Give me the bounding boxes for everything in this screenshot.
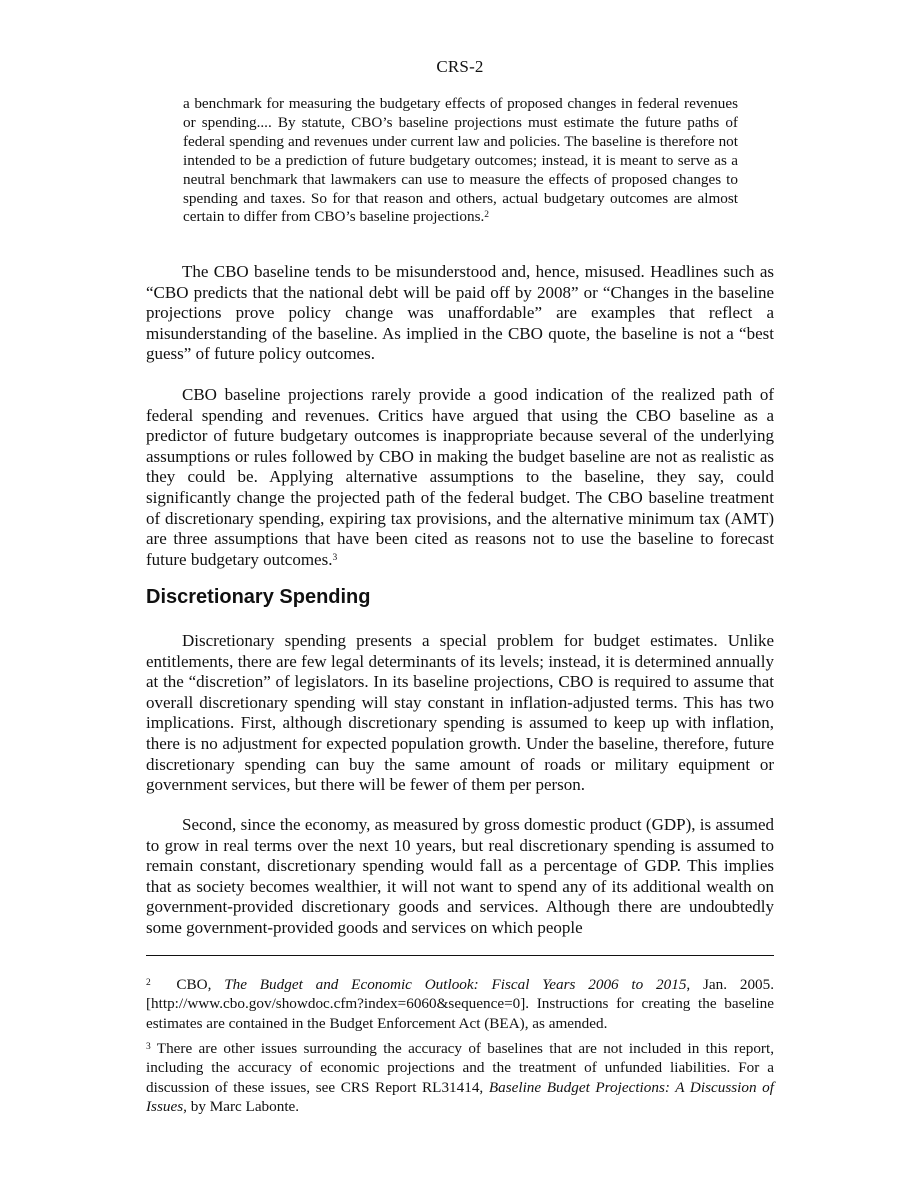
paragraph-baseline-misunderstood: The CBO baseline tends to be misunderstood and, hence, misused. Headlines such as “CBO predicts that the national debt will be paid off by 2008” or “Changes in the baseline projections prove policy change was unaffordable” are examples that reflect a misunderstanding of the baseline. As implied in the CBO quote, the baseline is not a “best guess” of future policy outcomes.	[146, 262, 774, 364]
footnote-mark-2: 2	[146, 978, 151, 988]
footnote-ref-3[interactable]: 3	[332, 552, 338, 563]
footnote-separator-rule	[146, 955, 774, 956]
footnote-2-rest: , Jan. 2005. [http://www.cbo.gov/showdoc.cfm?index=6060&sequence=0]. Instructions for creating the baseline estimates are contained in the Budget Enforcement Act (BEA), as amended.	[146, 976, 775, 1032]
footnote-3-rest: , by Marc Labonte.	[183, 1097, 300, 1115]
footnote-2-title: The Budget and Economic Outlook: Fiscal Years 2006 to 2015	[224, 976, 687, 993]
footnote-2	[146, 975, 774, 1033]
section-heading-discretionary-spending: Discretionary Spending	[146, 586, 371, 608]
page-header: CRS-2	[436, 57, 484, 76]
cbo-block-quote	[183, 95, 738, 227]
footnote-2-lead: CBO,	[176, 976, 212, 993]
paragraph-baseline-projections	[146, 385, 774, 570]
footnote-3	[146, 1039, 774, 1116]
paragraph-discretionary-problem: Discretionary spending presents a special problem for budget estimates. Unlike entitlements, there are few legal determinants of its levels; instead, it is determined annually at the “discretion” of legislators. In its baseline projections, CBO is required to assume that overall discretionary spending will stay constant in inflation-adjusted terms. This has two implications. First, although discretionary spending is assumed to keep up with inflation, there is no adjustment for expected population growth. Under the baseline, therefore, future discretionary spending can buy the same amount of roads or military equipment or government services, but there will be fewer of them per person.	[146, 631, 774, 795]
paragraph-text: CBO baseline projections rarely provide a good indication of the realized path of federal spending and revenues. Critics have argued that using the CBO baseline as a predictor of future budgetary outcomes is inappropriate because several of the underlying assumptions or rules followed by CBO in making the budget baseline are not as realistic as they could be. Applying alternative assumptions to the baseline, they say, could significantly change the projected path of the federal budget. The CBO baseline treatment of discretionary spending, expiring tax provisions, and the alternative minimum tax (AMT) are three assumptions that have been cited as reasons not to use the baseline to forecast future budgetary outcomes.	[146, 385, 774, 569]
footnote-3-title: Baseline Budget Projections: A Discussion of Issues	[146, 1078, 774, 1115]
footnote-ref-2[interactable]: 2	[484, 210, 490, 221]
footnote-mark-3: 3	[146, 1042, 151, 1052]
block-quote-text: a benchmark for measuring the budgetary effects of proposed changes in federal revenues or spending.... By statute, CBO’s baseline projections must estimate the future paths of federal spending and revenues under current law and policies. The baseline is therefore not intended to be a prediction of future budgetary outcomes; instead, it is meant to serve as a neutral benchmark that lawmakers can use to measure the effects of proposed changes to spending and taxes. So for that reason and others, actual budgetary outcomes are almost certain to differ from CBO’s baseline projections.	[183, 95, 738, 226]
footnote-3-lead: There are other issues surrounding the accuracy of baselines that are not included in this report, including the accuracy of economic projections and the treatment of unfunded liabilities. For a discussion of these issues, see CRS Report RL31414,	[146, 1040, 774, 1096]
paragraph-gdp-implication: Second, since the economy, as measured by gross domestic product (GDP), is assumed to grow in real terms over the next 10 years, but real discretionary spending is assumed to remain constant, discretionary spending would fall as a percentage of GDP. This implies that as society becomes wealthier, it will not want to spend any of its additional wealth on government-provided discretionary goods and services. Although there are undoubtedly some government-provided goods and services on which people	[146, 815, 774, 937]
